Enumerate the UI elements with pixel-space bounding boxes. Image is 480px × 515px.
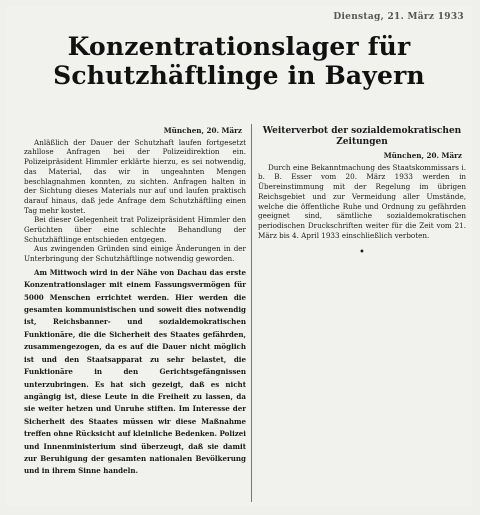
column-divider [251, 124, 252, 502]
right-article [258, 126, 466, 258]
newspaper-clipping [6, 6, 472, 506]
left-paragraph-1: Anläßlich der Dauer der Schutzhaft laufen fortgesetzt zahllose Anfragen bei der Polizeidirektion ein. Polizeipräsident Himmler erklärte hierzu, es sei notwendig, das Material, das wir in ungeahnten Mengen beschlagnahmen konnten, zu sichten. Anfragen halten in der Sichtung dieses Materials nur auf und laufen praktisch darauf hinaus, daß jede Anfrage dem Schutzhäftling einen Tag mehr kostet. [24, 137, 246, 215]
bullet-mark: • [359, 247, 365, 259]
right-paragraph-1: Durch eine Bekanntmachung des Staatskommissars i. b. B. Esser vom 20. März 1933 werden in Übereinstimmung mit der Regelung im übrigen Reichsgebiet und zur Vermeidung aller Umstände, welche die öffentliche Ruhe und Ordnung zu gefährden geeignet sind, sämtliche sozialdemokratischen periodischen Druckschriften weiter für die Zeit vom 21. März bis 4. April 1933 einschließlich verboten. [258, 162, 466, 240]
main-headline: Konzentrationslager für Schutzhäftlinge in Bayern [53, 32, 425, 90]
right-headline: Weiterverbot der sozialdemokratischen Zeitungen [262, 126, 462, 147]
right-dateline: München, 20. März [383, 151, 462, 160]
left-paragraph-3: Aus zwingenden Gründen sind einige Änderungen in der Unterbringung der Schutzhäftlinge notwendig geworden. [24, 244, 246, 264]
left-paragraph-2: Bei dieser Gelegenheit trat Polizeipräsident Himmler den Gerüchten über eine schlechte Behandlung der Schutzhäftlinge entschieden entgegen. [24, 215, 246, 244]
left-dateline: München, 20. März [163, 126, 242, 135]
masthead-date: Dienstag, 21. März 1933 [333, 12, 464, 22]
left-article [24, 126, 246, 478]
left-bold-paragraph: Am Mittwoch wird in der Nähe von Dachau das erste Konzentrationslager mit einem Fassungsvermögen für 5000 Menschen errichtet werden. Hier werden die gesamten kommunistischen und soweit dies notwendig ist, Reichsbanner- und sozialdemokratischen Funktionäre, die die Sicherheit des Staates gefährden, zusammengezogen, da es auf die Dauer nicht möglich ist und den Staatsapparat zu sehr belastet, die Funktionäre in den Gerichtsgefängnissen unterzubringen. Es hat sich gezeigt, daß es nicht angängig ist, diese Leute in die Freiheit zu lassen, da sie weiter hetzen und Unruhe stiften. Im Interesse der Sicherheit des Staates müssen wir diese Maßnahme treffen ohne Rücksicht auf kleinliche Bedenken. Polizei und Innenministerium sind überzeugt, daß sie damit zur Beruhigung der gesamten nationalen Bevölkerung und in ihrem Sinne handeln. [24, 267, 246, 476]
